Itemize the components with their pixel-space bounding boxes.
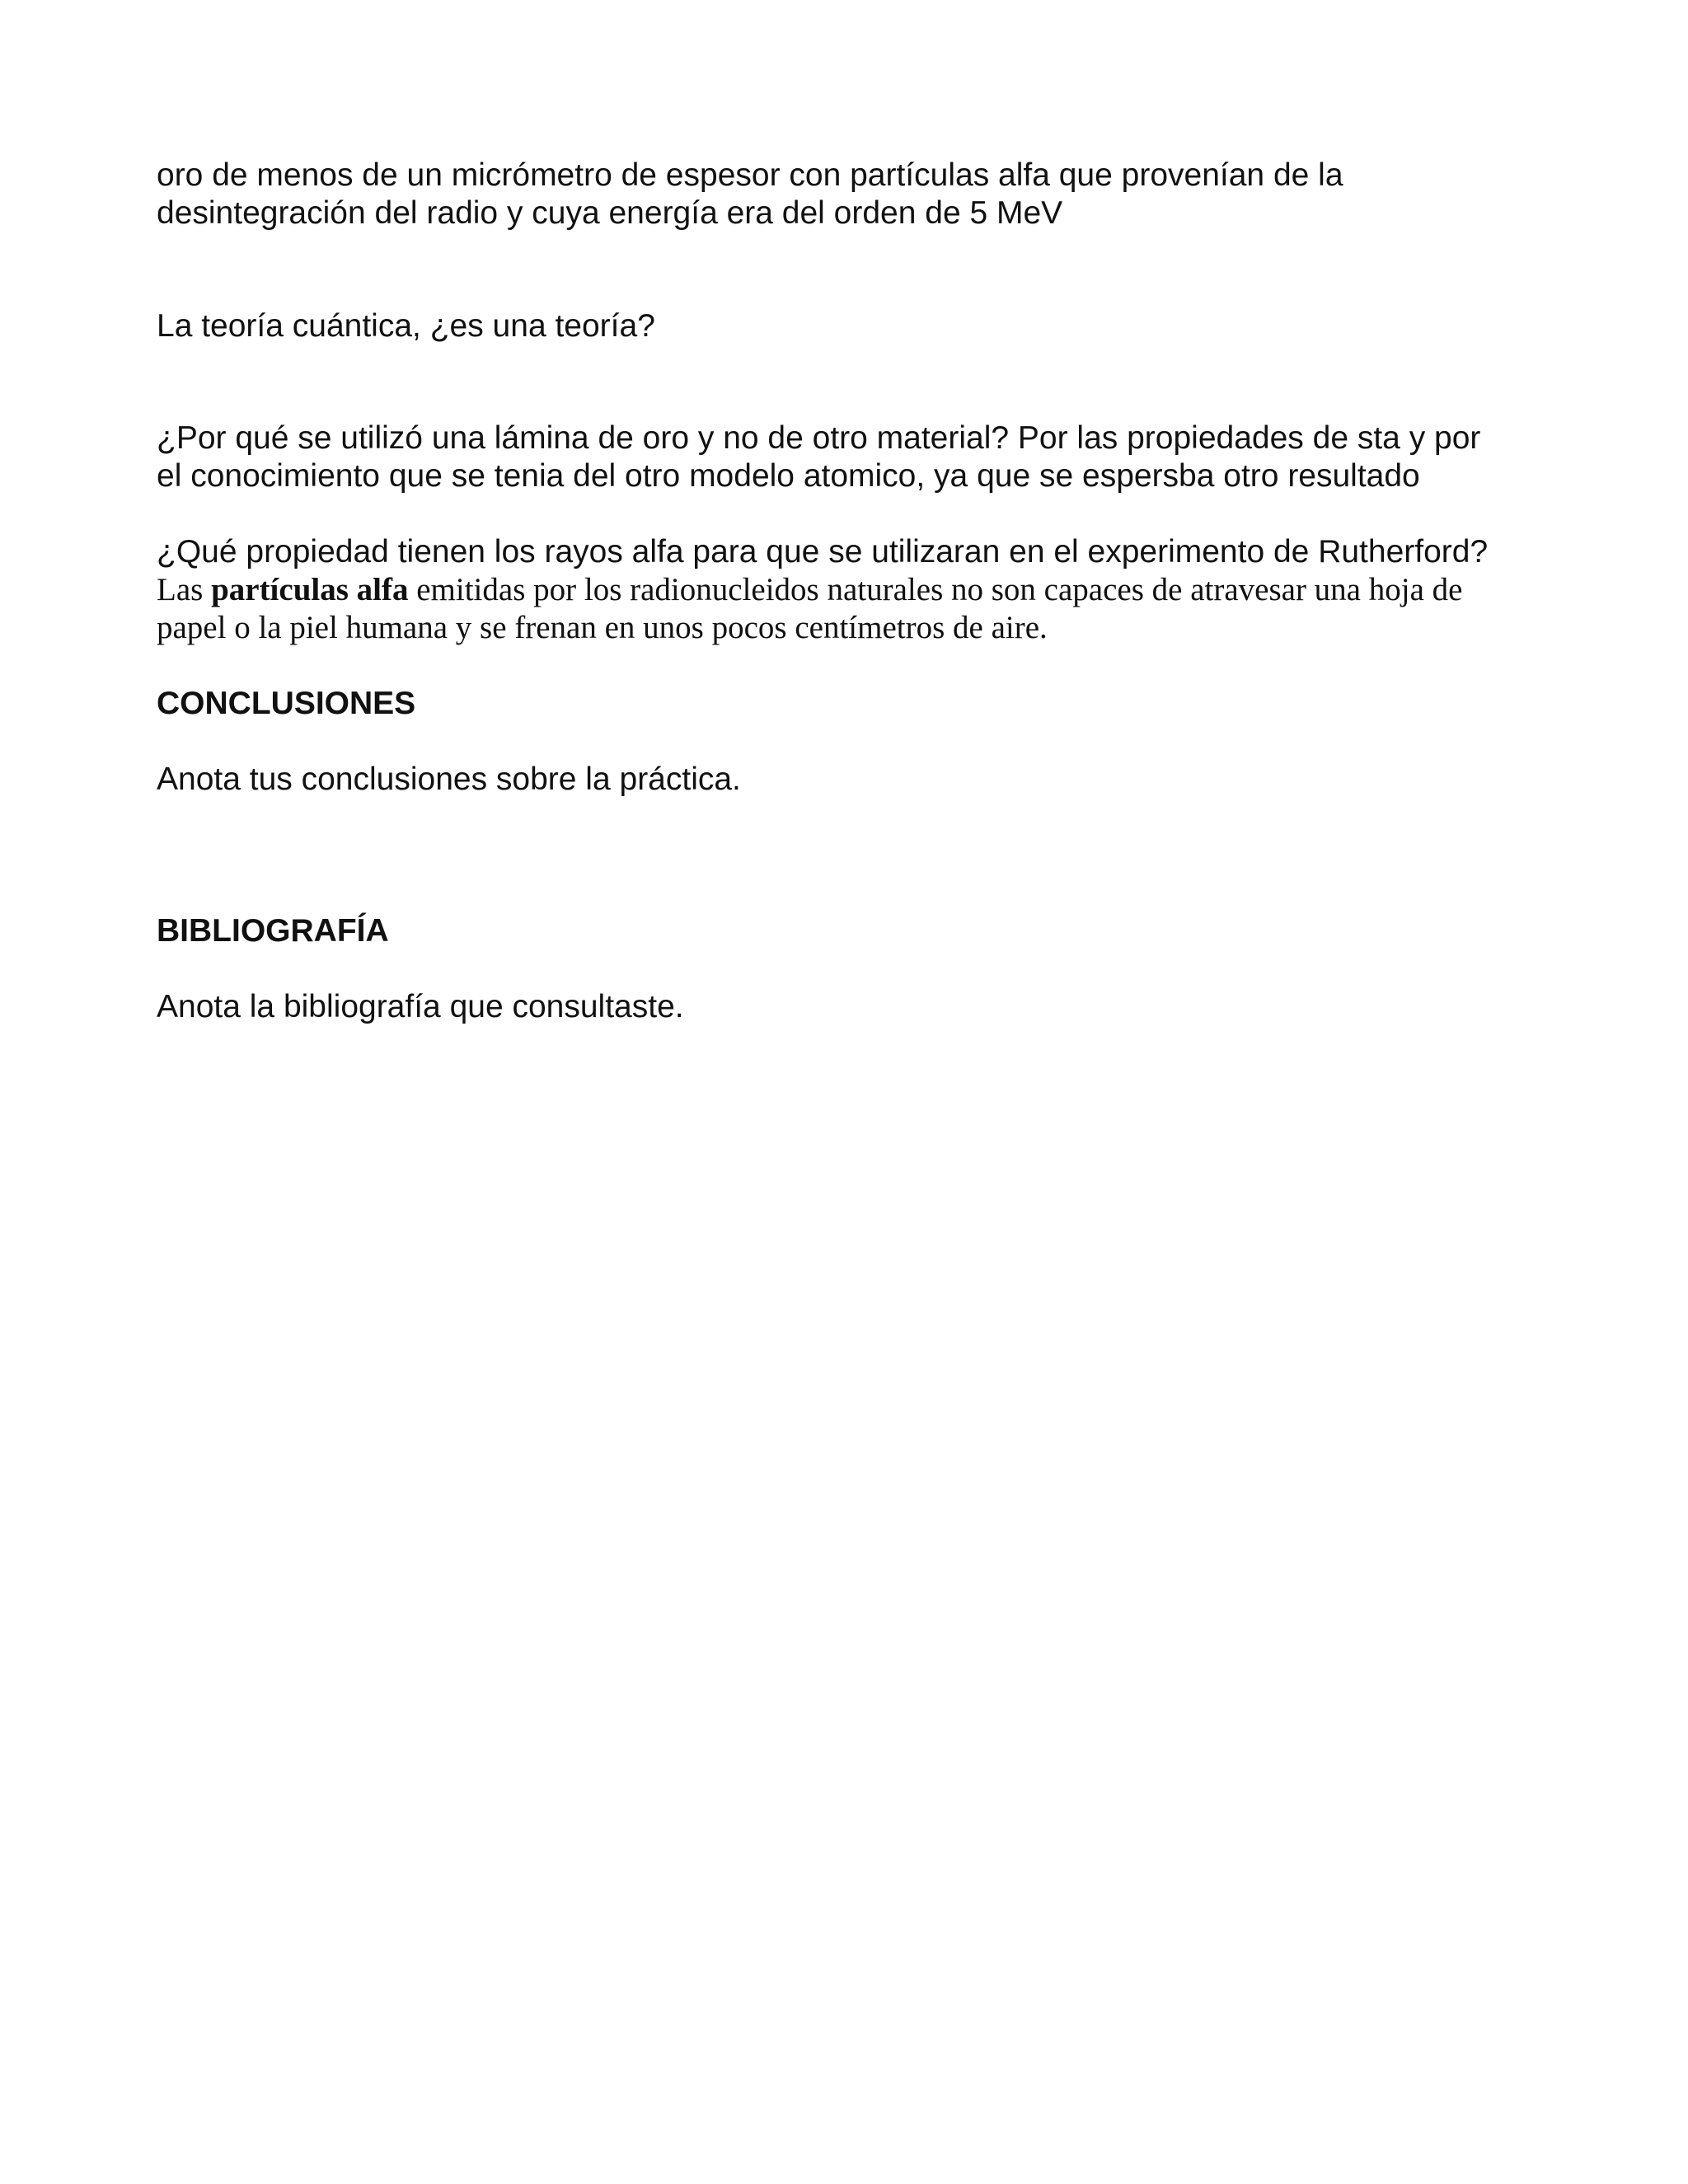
- conclusions-heading: CONCLUSIONES: [157, 686, 416, 721]
- question-quantum-text: La teoría cuántica, ¿es una teoría?: [157, 308, 655, 344]
- intro-line-2: desintegración del radio y cuya energía era del orden de 5 MeV: [157, 195, 1063, 231]
- question-gold-line-1: ¿Por qué se utilizó una lámina de oro y no de otro material? Por las propiedades de sta y por: [157, 420, 1481, 456]
- answer-alpha-line-1: [157, 571, 1541, 609]
- bibliography-heading: BIBLIOGRAFÍA: [157, 913, 389, 949]
- bibliography-instruction: Anota la bibliografía que consultaste.: [157, 989, 684, 1024]
- intro-line-1: oro de menos de un micrómetro de espesor con partículas alfa que provenían de la: [157, 157, 1343, 193]
- conclusions-instruction: Anota tus conclusiones sobre la práctica.: [157, 762, 741, 797]
- answer-alpha-line-1-rest: emitidas por los radionucleidos naturales no son capaces de atravesar una hoja de: [408, 572, 1463, 607]
- answer-alpha-line-2: papel o la piel humana y se frenan en unos pocos centímetros de aire.: [157, 610, 1048, 645]
- intro-paragraph: [157, 157, 1541, 232]
- question-alpha-text: ¿Qué propiedad tienen los rayos alfa para que se utilizaran en el experimento de Rutherford?: [157, 534, 1489, 569]
- answer-alpha-bold-term: partículas alfa: [211, 572, 409, 607]
- answer-alpha-rays: [157, 571, 1541, 647]
- question-alpha-rays: [157, 533, 1541, 571]
- question-gold-line-2: el conocimiento que se tenia del otro modelo atomico, ya que se espersba otro resultado: [157, 458, 1420, 494]
- question-quantum-theory: [157, 307, 1541, 345]
- question-gold-foil: [157, 419, 1541, 495]
- answer-alpha-prefix: Las: [157, 572, 212, 607]
